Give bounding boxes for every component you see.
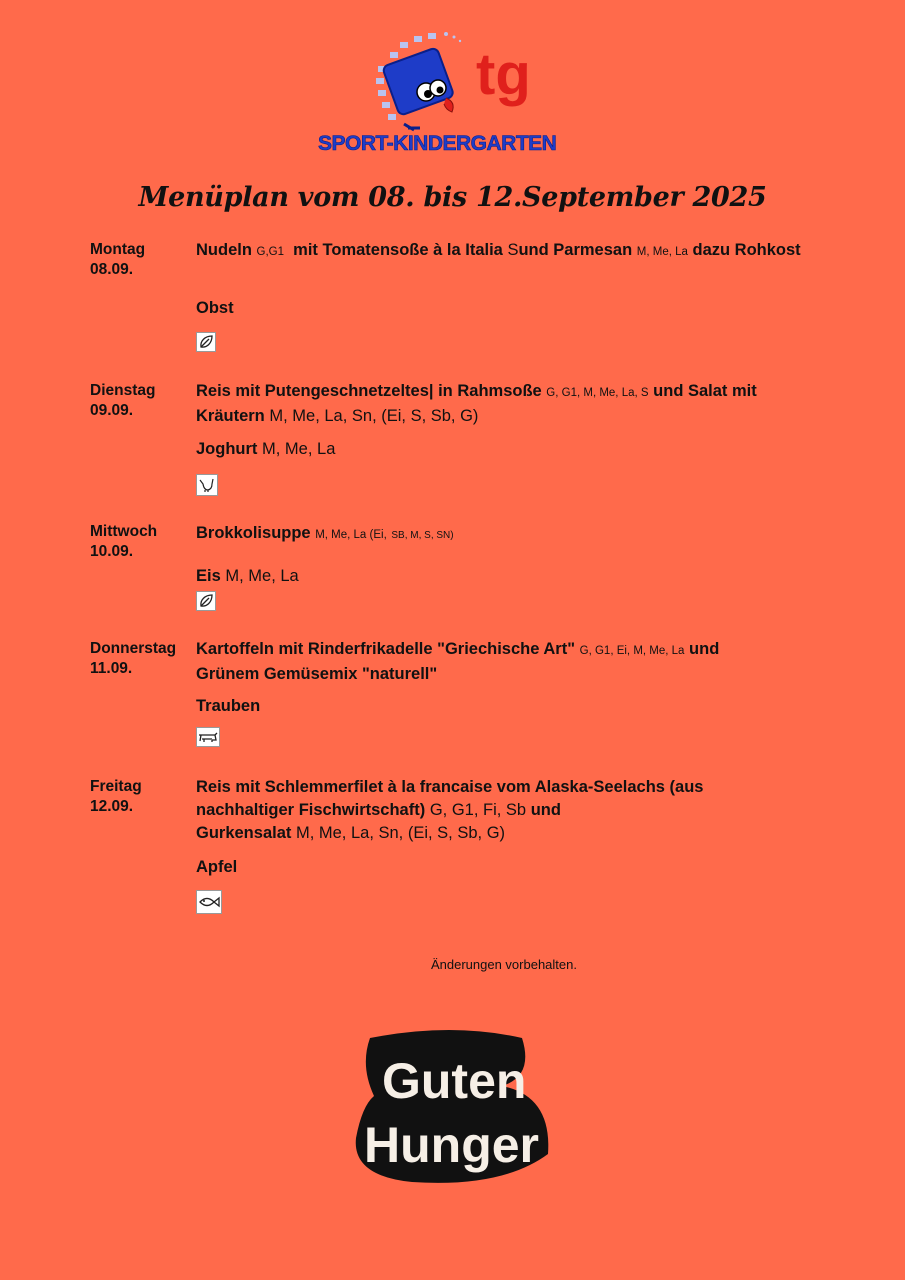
allergens: G,G1 (256, 246, 284, 258)
allergens: G, G1, M, Me, La, S (546, 387, 649, 399)
dish-text: und (530, 801, 561, 819)
dish-text: und Grünem Gemüsemix "naturell" (196, 640, 720, 683)
allergens: M, Me, La (225, 567, 299, 585)
day-date: 08.09. (90, 261, 134, 278)
allergens: M, Me, La (Ei, (315, 529, 387, 541)
chicken-icon (196, 474, 218, 496)
day-name: Freitag (90, 778, 142, 795)
dish-text: Nudeln (196, 241, 252, 259)
allergens: G, G1, Fi, Sb (429, 801, 527, 819)
day-name: Dienstag (90, 382, 156, 399)
dessert-name: Eis (196, 567, 221, 585)
day-date: 11.09. (90, 660, 133, 677)
cow-icon (196, 727, 220, 747)
dessert-dienstag (196, 438, 335, 460)
day-label-mittwoch (90, 522, 157, 562)
day-label-freitag (90, 777, 142, 817)
allergens: M, Me, La, Sn, (Ei, S, Sb, G) (295, 824, 506, 842)
dish-text: Kartoffeln mit Rinderfrikadelle "Griechische Art" (196, 640, 576, 658)
disclaimer-note: Änderungen vorbehalten. (430, 957, 577, 972)
dessert-name: Apfel (196, 858, 238, 876)
kindergarten-logo (318, 28, 588, 158)
dish-text: Gurkensalat (196, 824, 292, 842)
fish-icon (196, 890, 222, 914)
dish-mittwoch (196, 522, 806, 547)
allergens: S (507, 241, 519, 259)
dessert-name: Obst (196, 299, 234, 317)
dessert-mittwoch (196, 565, 299, 587)
footer-line2: Hunger (364, 1117, 539, 1173)
day-name: Montag (90, 241, 146, 258)
dish-text: mit Tomatensoße à la Italia (293, 241, 503, 259)
day-label-donnerstag (90, 639, 176, 679)
dessert-donnerstag (196, 695, 260, 717)
dish-text: Reis mit Putengeschnetzeltes| in Rahmsoße (196, 382, 542, 400)
day-date: 12.09. (90, 798, 134, 815)
leaf-icon (196, 332, 216, 352)
allergens: SB, M, S, SN) (391, 530, 454, 541)
allergens: G, G1, Ei, M, Me, La (579, 645, 685, 657)
dish-dienstag (196, 380, 806, 428)
day-date: 09.09. (90, 402, 134, 419)
day-label-montag (90, 240, 145, 280)
dessert-name: Joghurt (196, 440, 258, 458)
guten-hunger-logo (352, 1026, 552, 1186)
dish-montag (196, 239, 806, 264)
leaf-icon (196, 591, 216, 611)
dish-text: Reis mit Schlemmerfilet à la francaise vom Alaska-Seelachs (aus nachhaltiger Fischwirtschaft) (196, 778, 704, 819)
dessert-freitag (196, 856, 237, 878)
allergens: M, Me, La, Sn, (Ei, S, Sb, G) (269, 407, 479, 425)
day-name: Mittwoch (90, 523, 158, 540)
dish-freitag (196, 776, 796, 845)
allergens: M, Me, La (636, 246, 688, 258)
logo-tg-text: tg (476, 42, 531, 107)
dish-text: dazu Rohkost (692, 241, 801, 259)
dish-text: und Parmesan (518, 241, 633, 259)
logo-name: SPORT-KINDERGARTEN (318, 132, 557, 155)
dish-donnerstag (196, 638, 756, 686)
dish-text: Brokkolisuppe (196, 524, 311, 542)
page-title: Menüplan vom 08. bis 12.September 2025 (138, 182, 767, 213)
dessert-montag (196, 297, 234, 319)
day-label-dienstag (90, 381, 155, 421)
day-date: 10.09. (90, 543, 134, 560)
dish-text: und Salat mit Kräutern (196, 382, 757, 425)
dessert-name: Trauben (196, 697, 261, 715)
day-name: Donnerstag (90, 640, 177, 657)
allergens: M, Me, La (262, 440, 336, 458)
footer-line1: Guten (382, 1053, 527, 1109)
